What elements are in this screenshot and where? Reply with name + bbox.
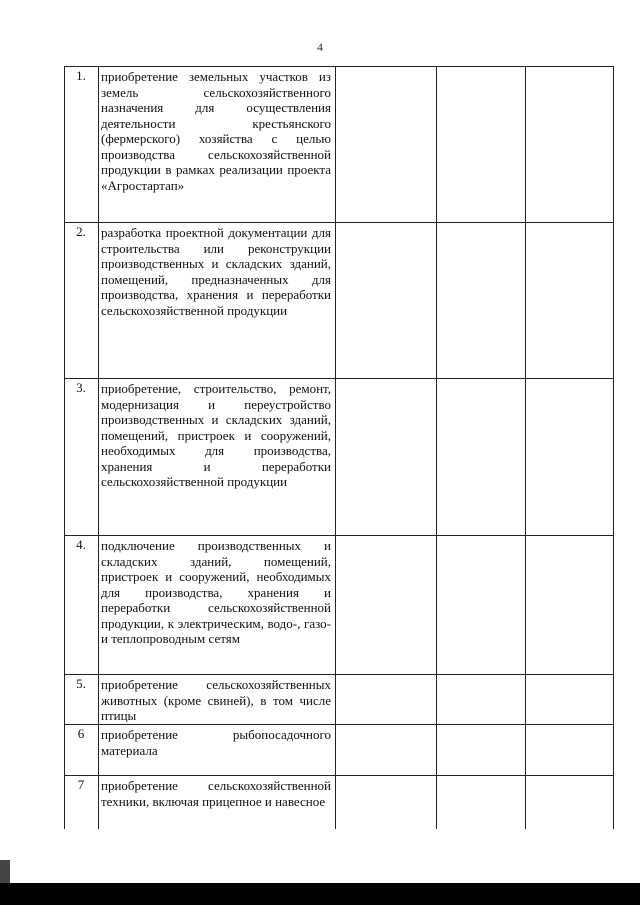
row-number: 5. [76, 676, 86, 691]
row-number: 4. [76, 537, 86, 552]
table-row [64, 674, 614, 724]
row-description: приобретение, строительство, ремонт, модернизация и переустройство производственных и складских зданий, помещений, пристроек и сооружений, необходимых для производства, хранения и переработки сельскохозяйственной продукции [101, 381, 331, 489]
row-description: разработка проектной документации для строительства или реконструкции производственных и складских зданий, помещений, предназначенных для производства, хранения и переработки сельскохозяйственной продукции [101, 225, 331, 318]
row-description: приобретение рыбопосадочного материала [101, 727, 331, 758]
scan-bottom-border [0, 883, 640, 905]
row-number: 7 [77, 777, 85, 792]
row-number: 2. [76, 224, 86, 239]
row-number: 6 [77, 726, 85, 741]
table-row [64, 724, 614, 775]
table-row [64, 66, 614, 222]
page-number: 4 [317, 40, 323, 54]
table-row [64, 222, 614, 378]
table-row [64, 775, 614, 829]
row-description: приобретение земельных участков из земель сельскохозяйственного назначения для осуществления деятельности крестьянского (фермерского) хозяйства с целью производства сельскохозяйственной продукции в рамках реализации проекта «Агростартап» [101, 69, 331, 193]
row-number: 3. [76, 380, 86, 395]
table-row [64, 378, 614, 535]
row-description: подключение производственных и складских зданий, помещений, пристроек и сооружений, необходимых для производства, хранения и переработки сельскохозяйственной продукции, к электрическим, водо-, газо- и теплопроводным сетям [101, 538, 331, 646]
row-number: 1. [76, 68, 86, 83]
row-description: приобретение сельскохозяйственных животных (кроме свиней), в том числе птицы [101, 677, 331, 723]
table-row [64, 535, 614, 674]
items-table [64, 66, 614, 829]
row-description: приобретение сельскохозяйственной техники, включая прицепное и навесное [101, 778, 331, 809]
